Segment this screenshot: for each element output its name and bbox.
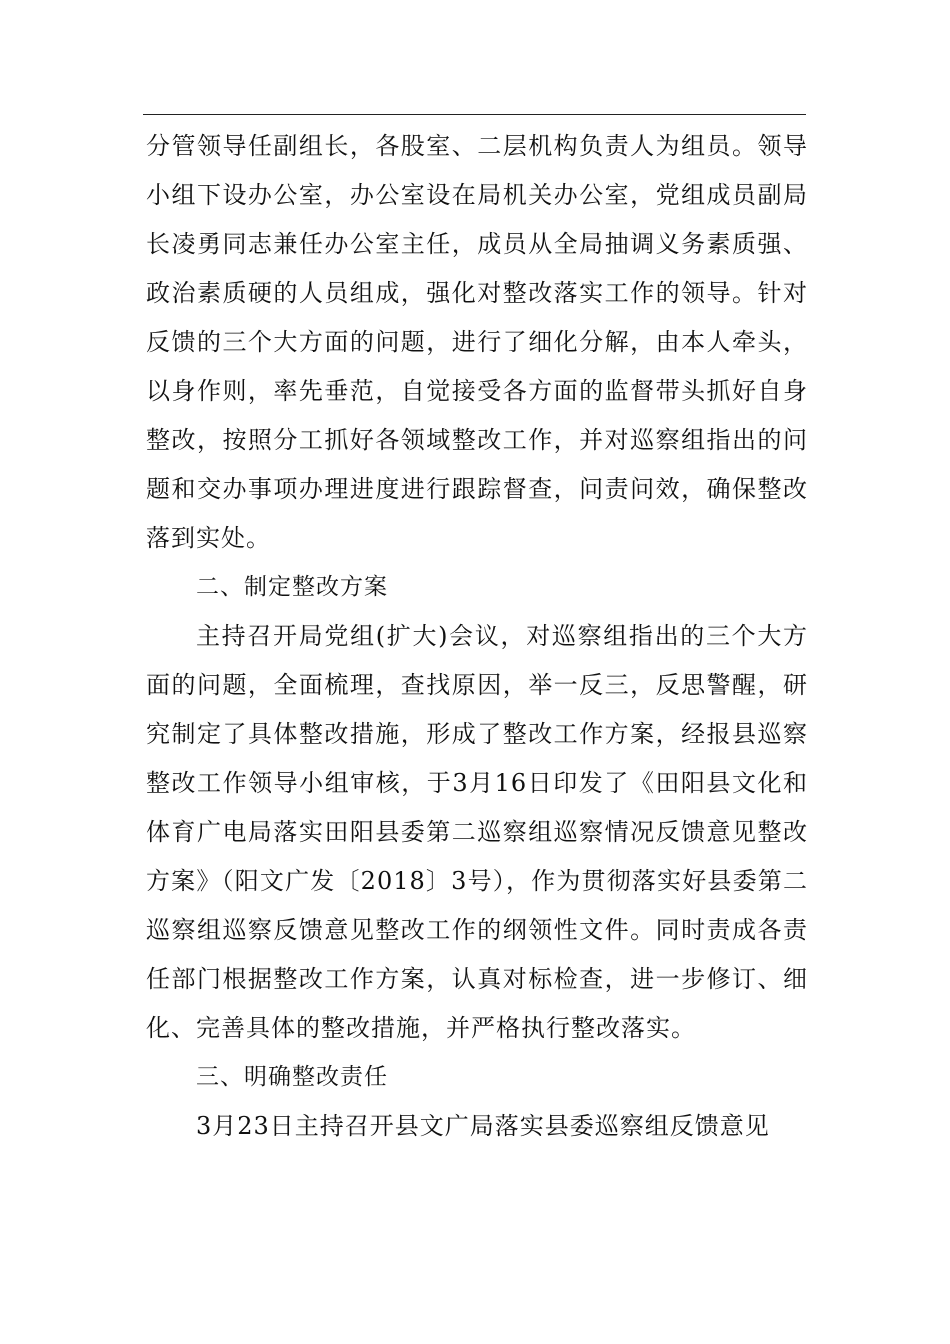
section-heading-responsibility: 三、明确整改责任 (196, 1064, 388, 1090)
paragraph-rectification-plan: 主持召开局党组(扩大)会议，对巡察组指出的三个大方面的问题，全面梳理，查找原因，举一反三，反思警醒，研究制定了具体整改措施，形成了整改工作方案，经报县巡察整改工作领导小组审核，于3月16日印发了《田阳县文化和体育广电局落实田阳县委第二巡察组巡察情况反馈意见整改方案》（阳文广发〔2018〕3号），作为贯彻落实好县委第二巡察组巡察反馈意见整改工作的纲领性文件。同时责成各责任部门根据整改工作方案，认真对标检查，进一步修订、细化、完善具体的整改措施，并严格执行整改落实。 (146, 622, 808, 1042)
section-heading-plan: 二、制定整改方案 (196, 574, 388, 600)
document-body (146, 122, 808, 1151)
header-rule (143, 114, 806, 115)
paragraph-leadership-group: 分管领导任副组长，各股室、二层机构负责人为组员。领导小组下设办公室，办公室设在局机关办公室，党组成员副局长凌勇同志兼任办公室主任，成员从全局抽调义务素质强、政治素质硬的人员组成，强化对整改落实工作的领导。针对反馈的三个大方面的问题，进行了细化分解，由本人牵头，以身作则，率先垂范，自觉接受各方面的监督带头抓好自身整改，按照分工抓好各领域整改工作，并对巡察组指出的问题和交办事项办理进度进行跟踪督查，问责问效，确保整改落到实处。 (146, 132, 808, 552)
paragraph-responsibility-start: 3月23日主持召开县文广局落实县委巡察组反馈意见 (196, 1112, 770, 1140)
